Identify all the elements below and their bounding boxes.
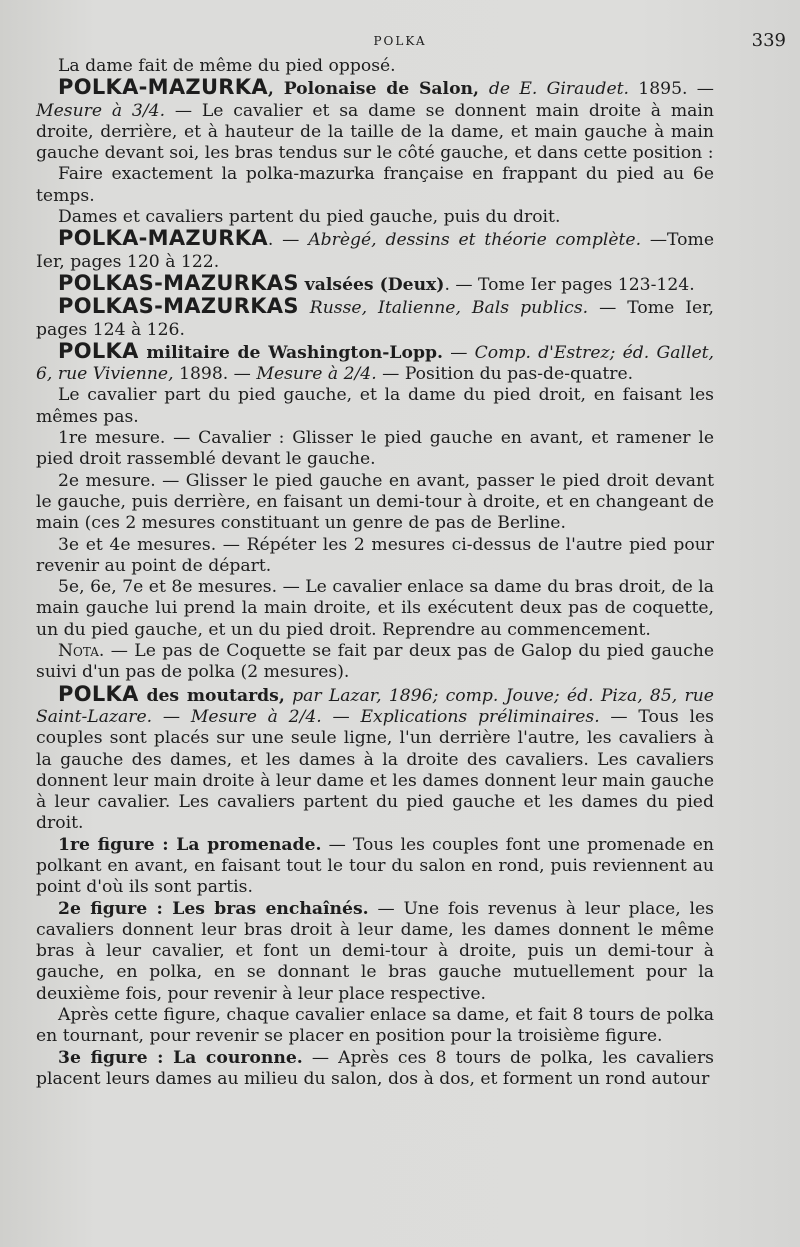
body-text [36,56,714,1090]
paragraph: Le cavalier part du pied gauche, et la dame du pied droit, en faisant les mêmes pas. [36,385,714,427]
entry-polka-militaire [36,338,714,386]
running-title: POLKA [373,34,427,48]
entry-italic: Abrègé, dessins et théorie complète. [308,230,642,251]
entry-text: 1895. — [628,79,714,100]
entry-mesure: Mesure à 2/4. [256,364,377,385]
entry-text: — Tome Ier, pages 124 à 126. [36,298,714,340]
paragraph: 5e, 6e, 7e et 8e mesures. — Le cavalier enlace sa dame du bras droit, de la main gauche lui prend la main droite, et ils exécutent deux pas de coquette, un du pied gauche, et un du pied droit. Reprendre au commencement. [36,577,714,640]
entry-polka-mazurka-abrege [36,228,714,273]
page-number: 339 [751,30,786,51]
entry-heading: POLKA [58,338,139,363]
entry-subtitle: valsées (Deux) [298,274,445,295]
paragraph: La dame fait de même du pied opposé. [58,56,396,76]
entry-text: —Tome Ier, pages 120 à 122. [36,230,714,272]
entry-heading: POLKA-MAZURKA [58,75,268,100]
paragraph: 2e mesure. — Glisser le pied gauche en avant, passer le pied droit devant le gauche, puis derrière, en faisant un demi-tour à droite, et en changeant de main (ces 2 mesures constituant un genre de pas de Berline. [36,470,714,534]
entry-heading: POLKAS-MAZURKAS [58,294,299,319]
entry-italic: par Lazar, 1896; comp. Jouve; éd. Piza, 85, rue Saint-Lazare. — Mesure à 2/4. — Explications préliminaires. [36,685,714,727]
figure-paragraph [36,835,714,899]
entry-text: — [443,342,475,363]
entry-italic: Russe, Italienne, Bals publics. [298,298,589,319]
entry-text: — Tous les couples sont placés sur une seule ligne, l'un derrière l'autre, les cavaliers à la gauche des dames, et les dames à la droite des cavaliers. Les cavaliers donnent leur main droite à leur dame et les dames donnent leur main gauche à leur cavalier. Les cavaliers partent du pied gauche et les dames du pied droit. [36,706,714,834]
running-head [36,30,786,56]
entry-subtitle: militaire de Washington-Lopp. [138,342,443,363]
figure-paragraph [36,1048,714,1091]
paragraph: 3e et 4e mesures. — Répéter les 2 mesures ci-dessus de l'autre pied pour revenir au point de départ. [36,534,714,576]
figure-label: 3e figure : La couronne. [58,1047,303,1068]
figure-text: — Après ces 8 tours de polka, les cavaliers placent leurs dames au milieu du salon, dos à dos, et forment un rond autour [36,1047,715,1089]
figure-label: 2e figure : Les bras enchaînés. [58,898,369,919]
entry-mesure: Mesure à 3/4. [36,100,166,121]
paragraph: Dames et cavaliers partent du pied gauche, puis du droit. [58,207,561,228]
entry-heading: POLKA-MAZURKA [58,226,268,251]
nota-text: — Le pas de Coquette se fait par deux pas de Galop du pied gauche suivi d'un pas de polka (2 mesures). [36,641,714,683]
entry-text: . — Tome Ier pages 123-124. [444,274,695,295]
entry-polkas-mazurkas-russe [36,296,714,341]
paragraph: 1re mesure. — Cavalier : Glisser le pied gauche en avant, et ramener le pied droit rassemblé devant le gauche. [36,428,714,470]
entry-author: de E. Giraudet. [488,79,629,100]
entry-polka-mazurka-polonaise [36,77,714,164]
entry-polka-moutards [36,681,714,835]
figure-text: — Tous les couples font une promenade en polkant en avant, en faisant tout le tour du salon en rond, puis reviennent au point d'où ils sont partis. [36,834,714,898]
entry-subtitle: des moutards, [138,685,285,706]
paragraph: Après cette figure, chaque cavalier enlace sa dame, et fait 8 tours de polka en tournant, pour revenir se placer en position pour la troisième figure. [36,1005,714,1047]
entry-text: 1898. — [173,364,257,385]
nota-paragraph [36,641,714,684]
nota-label: Nota. [58,641,105,662]
entry-text: . — [267,230,309,251]
entry-heading: POLKAS-MAZURKAS [58,270,299,295]
figure-paragraph [36,899,714,1005]
entry-polkas-mazurkas-valsees [36,270,714,296]
entry-heading: POLKA [58,681,139,706]
entry-text: — Position du pas-de-quatre. [376,364,634,385]
figure-text: — Une fois revenus à leur place, les cavaliers donnent leur bras droit à leur dame, les dames donnent le même bras à leur cavalier, et font un demi-tour à droite, puis un demi-tour à gauche, en polka, en se donnant le bras gauche mutuellement pour la deuxième fois, pour revenir à leur place respective. [36,898,714,1004]
entry-text: — Le cavalier et sa dame se donnent main droite à main droite, derrière, et à hauteur de la taille de la dame, et main gauche à main gauche devant soi, les bras tendus sur le côté gauche, et dans cette position : [36,100,714,164]
entry-italic: Comp. d'Estrez; éd. Gallet, 6, rue Vivienne, [36,342,714,385]
figure-label: 1re figure : La promenade. [58,834,322,855]
entry-subtitle: , Polonaise de Salon, [267,79,489,100]
paragraph: Faire exactement la polka-mazurka française en frappant du pied au 6e temps. [36,164,714,206]
